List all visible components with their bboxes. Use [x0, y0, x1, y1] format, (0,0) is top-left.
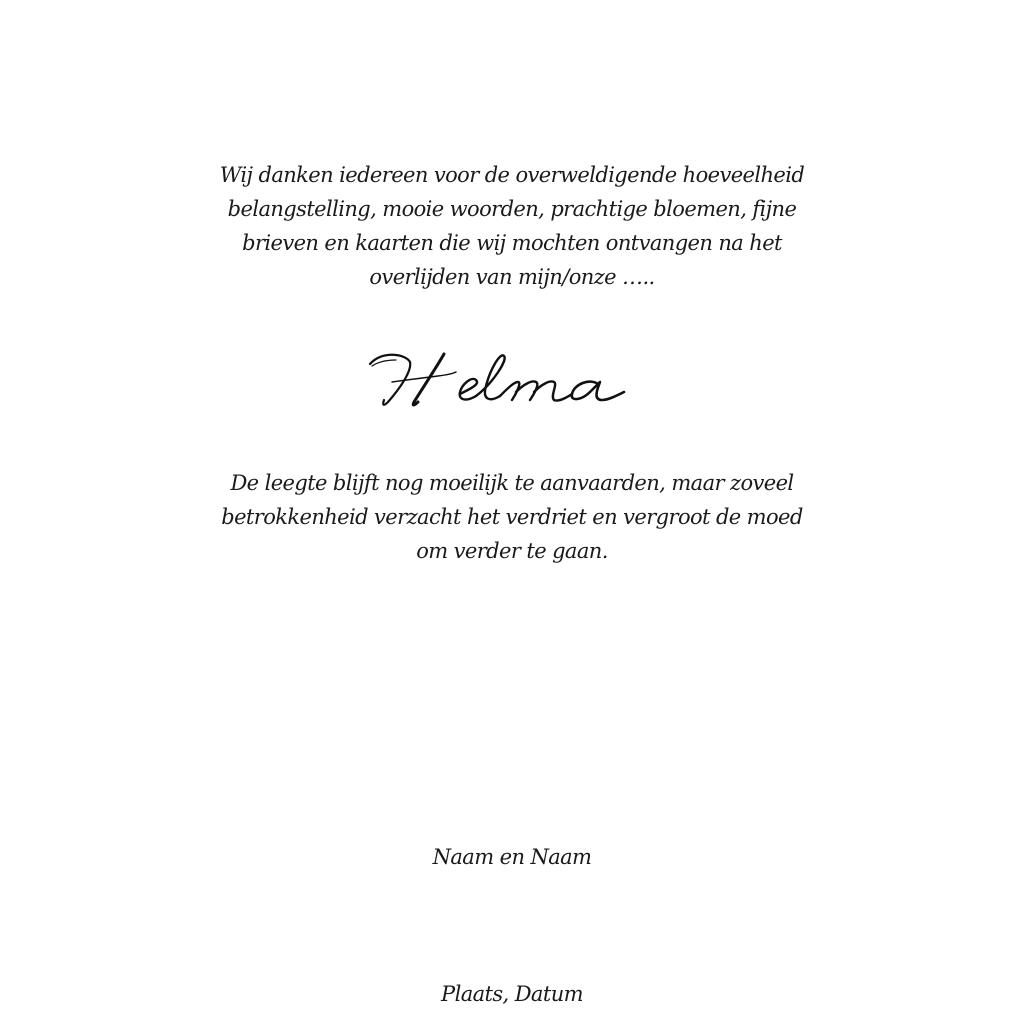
place-date: Plaats, Datum — [441, 982, 583, 1006]
intro-text: Wij danken iedereen voor de overweldigende hoeveelheid belangstelling, mooie woorden, prachtige bloemen, fijne brieven en kaarten die wij mochten ontvangen na het overlijden van mijn/onze ….. — [219, 163, 805, 289]
deceased-name-lettering — [362, 340, 662, 420]
outro-text: De leegte blijft nog moeilijk te aanvaarden, maar zoveel betrokkenheid verzacht het verdriet en vergroot de moed om verder te gaan. — [221, 471, 803, 563]
deceased-name-script — [362, 340, 662, 420]
signers-names: Naam en Naam — [432, 845, 592, 869]
